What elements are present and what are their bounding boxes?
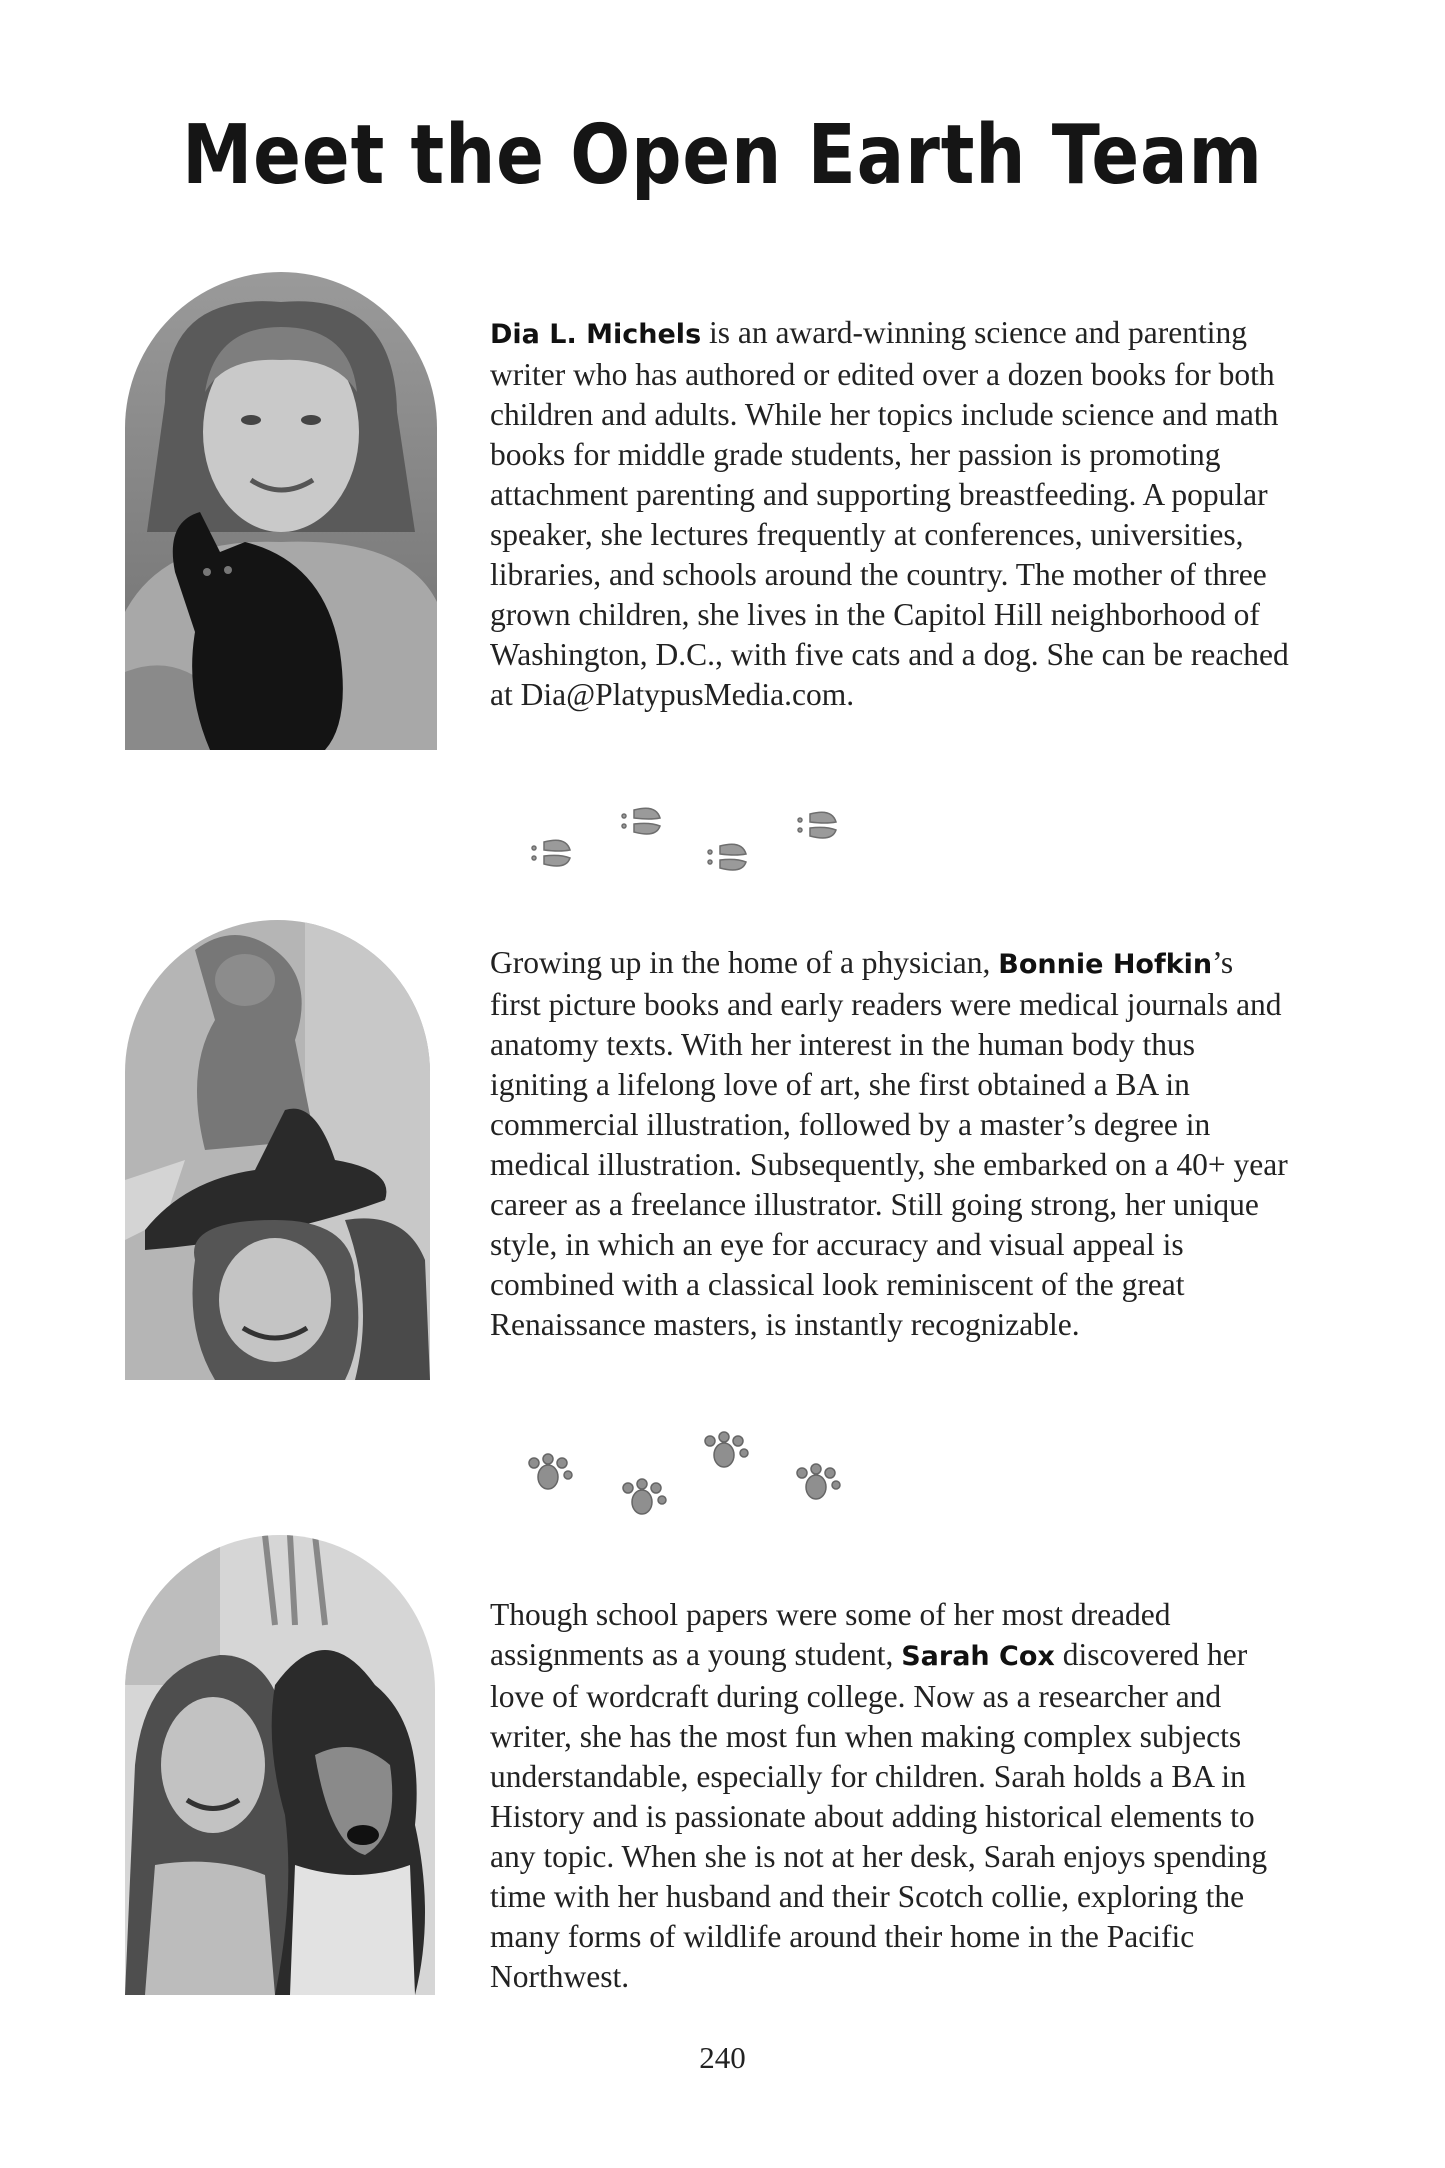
page-number: 240 — [699, 2040, 746, 2075]
page-title: Meet the Open Earth Team — [182, 108, 1263, 203]
sarah-cox-photo — [125, 1535, 435, 1995]
bio-name-bonnie-hofkin: Bonnie Hofkin — [998, 949, 1213, 980]
paw-tracks-icon — [520, 1425, 860, 1525]
bonnie-hofkin-photo — [125, 920, 430, 1380]
bio-dia-michels: Dia L. Michels is an award-winning science and parenting writer who has authored or edited over a dozen books for both children and adults. While her topics include science and math books for middle grade students, her passion is promoting attachment parenting and supporting breastfeeding. A popular speaker, she lectures frequently at conferences, universities, libraries, and schools around the country. The mother of three grown children, she lives in the Capitol Hill neighborhood of Washington, D.C., with five cats and a dog. She can be reached at Dia@PlatypusMedia.com. — [490, 315, 1289, 712]
dia-michels-photo — [125, 272, 437, 750]
bio-sarah-cox: Though school papers were some of her most dreaded assignments as a young student, Sarah Cox discovered her love of wordcraft during college. Now as a researcher and writer, she has the most fun when making complex subjects understandable, especially for children. Sarah holds a BA in History and is passionate about adding historical elements to any topic. When she is not at her desk, Sarah enjoys spending time with her husband and their Scotch collie, exploring the many forms of wildlife around their home in the Pacific Northwest. — [490, 1597, 1268, 1994]
bio-bonnie-hofkin: Growing up in the home of a physician, Bonnie Hofkin’s first picture books and early readers were medical journals and anatomy texts. With her interest in the human body thus igniting a lifelong love of art, she first obtained a BA in commercial illustration, followed by a master’s degree in medical illustration. Subsequently, she embarked on a 40+ year career as a freelance illustrator. Still going strong, her unique style, in which an eye for accuracy and visual appeal is combined with a classical look reminiscent of the great Renaissance masters, is instantly recognizable. — [490, 945, 1288, 1342]
hoof-tracks-icon — [520, 800, 860, 890]
bio-name-dia-michels: Dia L. Michels — [490, 319, 702, 350]
bio-name-sarah-cox: Sarah Cox — [901, 1641, 1055, 1672]
